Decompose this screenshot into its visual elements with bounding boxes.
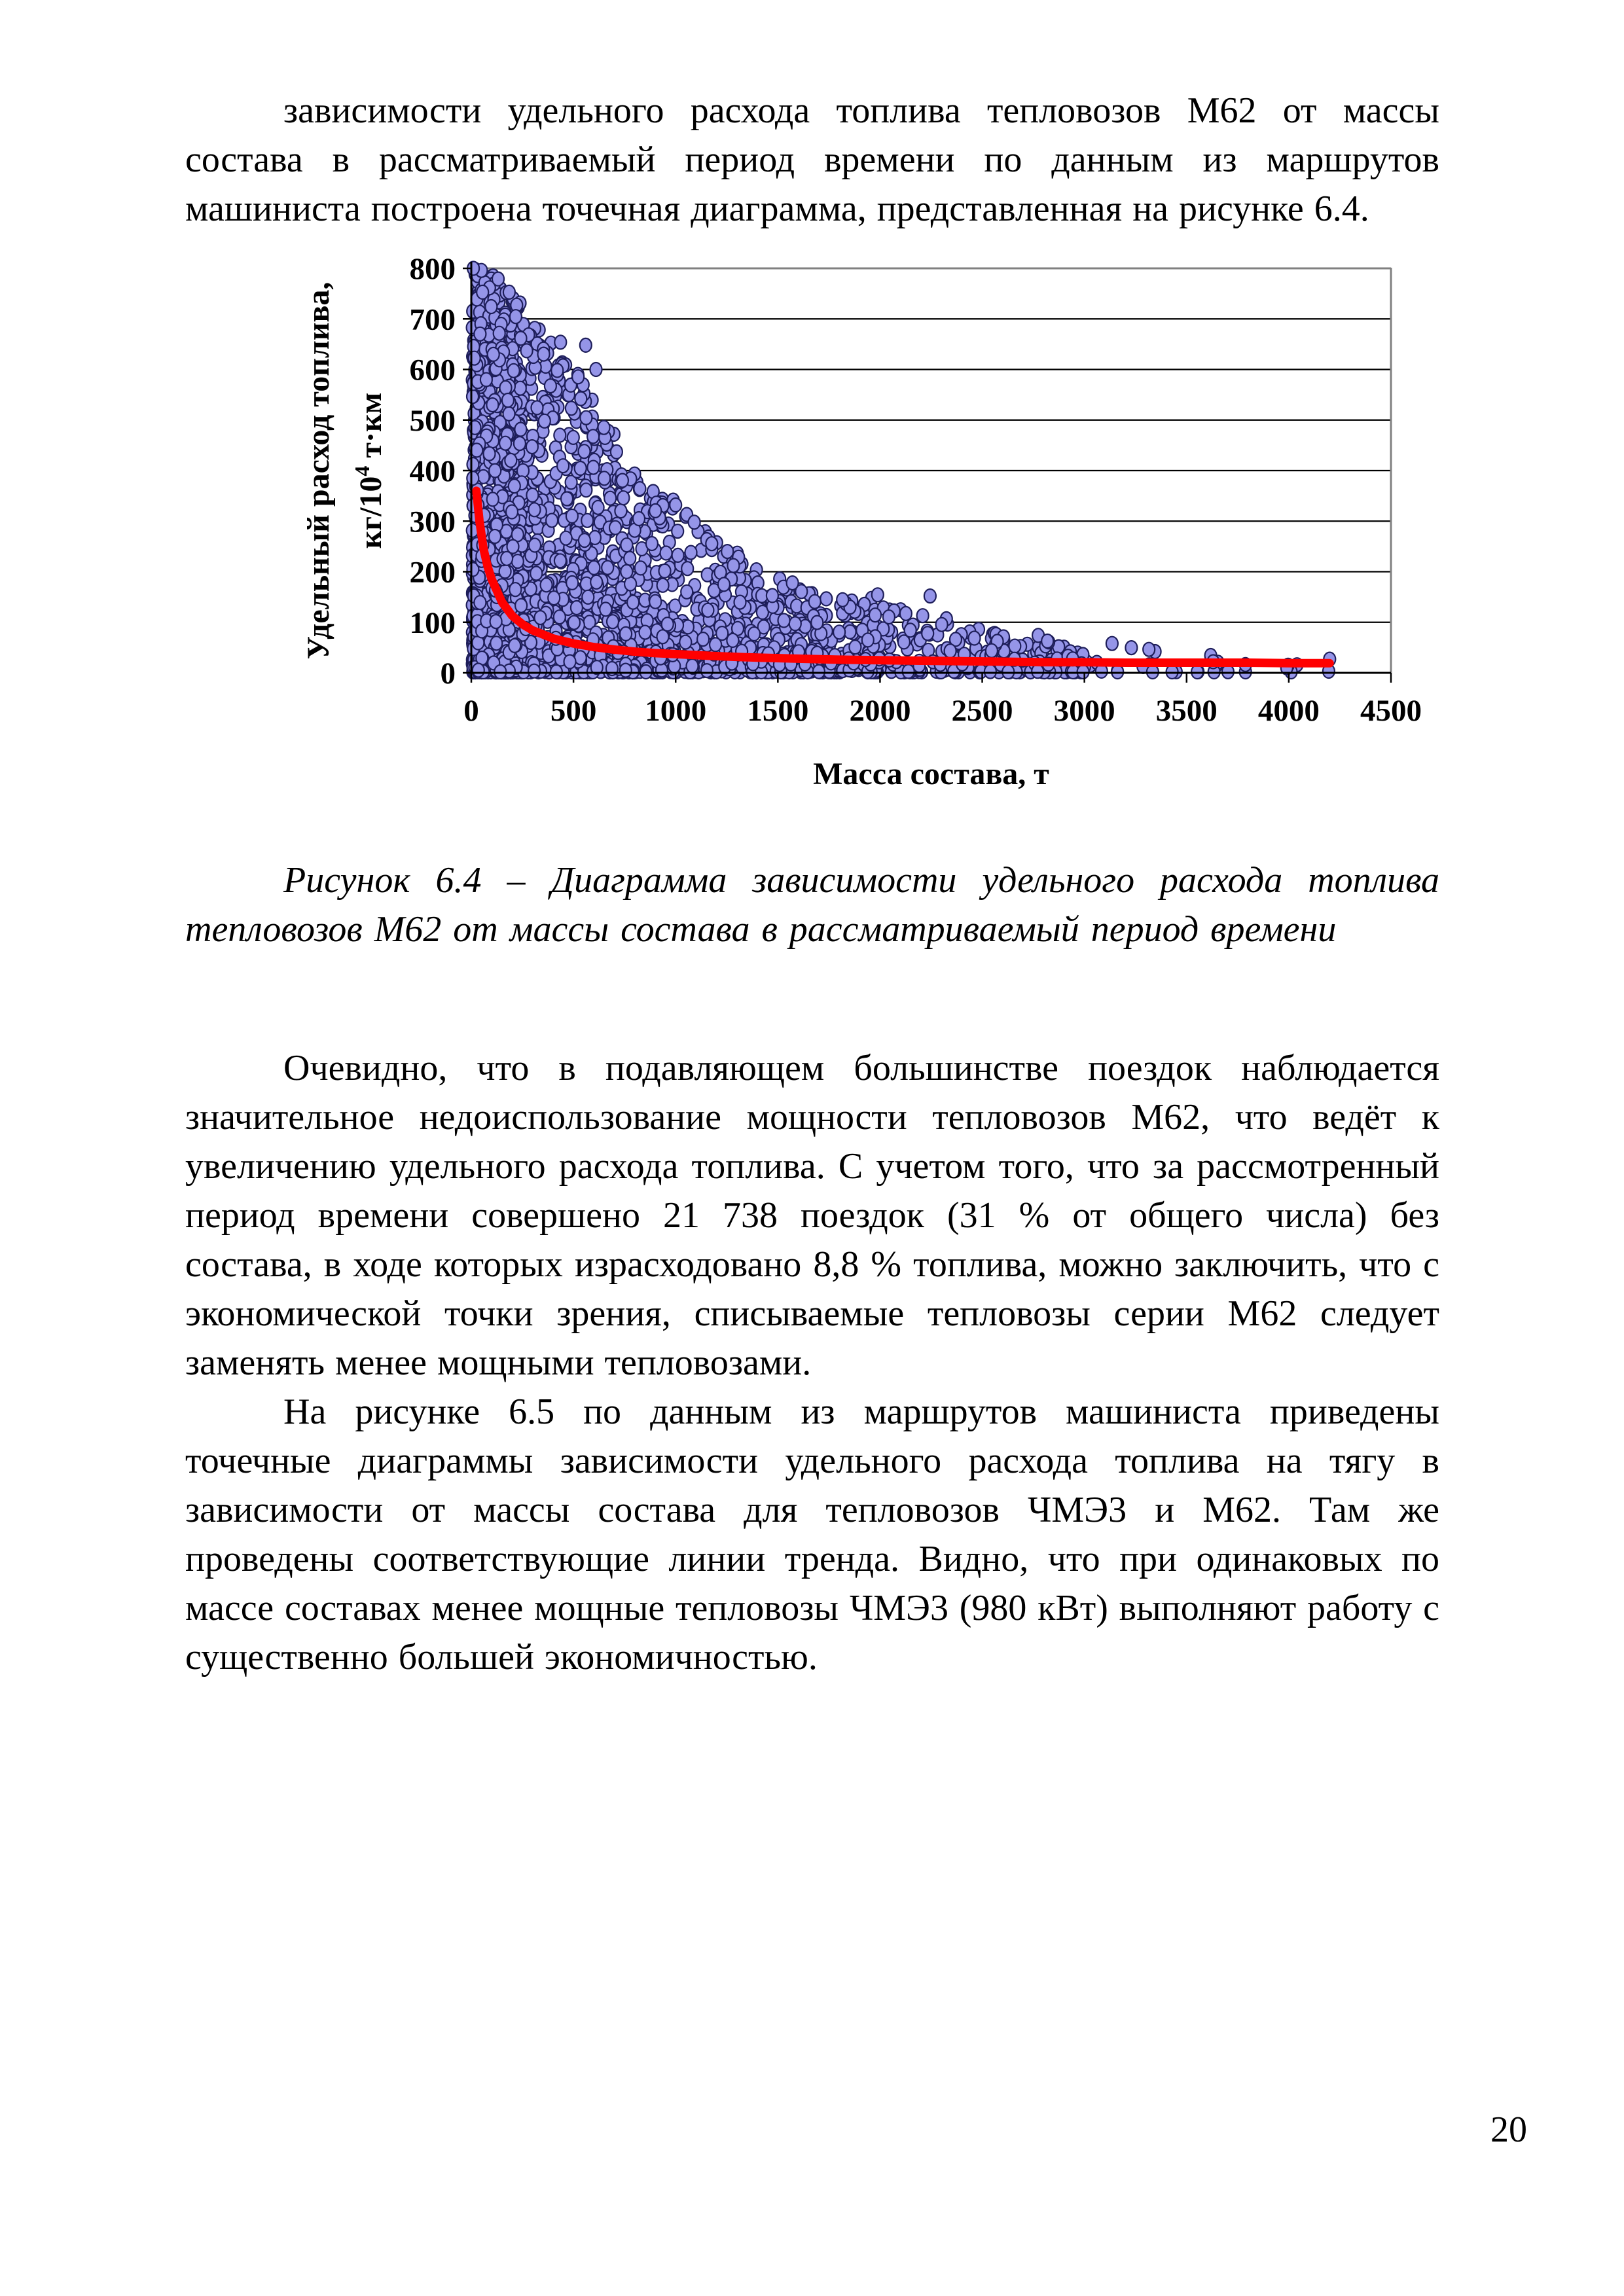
x-tick-label: 4000 — [1257, 694, 1320, 728]
y-tick-label: 0 — [440, 656, 456, 691]
figure-6-4 — [281, 249, 1427, 822]
x-tick-label: 0 — [463, 694, 479, 728]
x-tick-label: 2500 — [951, 694, 1013, 728]
y-tick-label: 100 — [409, 605, 456, 640]
x-tick-label: 1500 — [747, 694, 809, 728]
x-tick-label: 3500 — [1155, 694, 1218, 728]
y-tick-label: 300 — [409, 505, 456, 539]
y-tick-label: 800 — [409, 252, 456, 286]
x-tick-label: 4500 — [1360, 694, 1422, 728]
x-tick-label: 3000 — [1053, 694, 1115, 728]
paragraph-body-2: Очевидно, что в подавляющем большинстве поездок наблюдается значительное недоиспользование мощности тепловозов М62, что ведёт к увеличению удельного расхода топлива. С учетом того, что за рассмотренный период времени совершено 21 738 поездок (31 % от общего числа) без состава, в ходе которых израсходовано 8,8 % топлива, можно заключить, что с экономической точки зрения, списываемые тепловозы серии М62 следует заменять менее мощными тепловозами. — [185, 1048, 1439, 1383]
x-tick-label: 500 — [550, 694, 597, 728]
y-tick-label: 200 — [409, 555, 456, 590]
y-tick-label: 700 — [409, 302, 456, 337]
x-tick-label: 1000 — [645, 694, 707, 728]
scatter-chart — [281, 249, 1427, 822]
x-tick-label: 2000 — [849, 694, 911, 728]
paragraph-intro: зависимости удельного расхода топлива тепловозов М62 от массы состава в рассматриваемый период времени по данным из маршрутов машиниста построена точечная диаграмма, представленная на рисунке 6.4. — [185, 90, 1439, 229]
figure-caption: Рисунок 6.4 – Диаграмма зависимости удельного расхода топлива тепловозов М62 от массы состава в рассматриваемый период времени — [185, 860, 1439, 950]
y-tick-label: 400 — [409, 454, 456, 488]
paragraph-body-3: На рисунке 6.5 по данным из маршрутов машиниста приведены точечные диаграммы зависимости удельного расхода топлива на тягу в зависимости от массы состава для тепловозов ЧМЭ3 и М62. Там же проведены соответствующие линии тренда. Видно, что при одинаковых по массе составах менее мощные тепловозы ЧМЭ3 (980 кВт) выполняют работу с существенно большей экономичностью. — [185, 1391, 1439, 1677]
page-number: 20 — [1490, 2109, 1527, 2150]
y-tick-label: 500 — [409, 403, 456, 438]
x-axis-title: Масса состава, т — [813, 757, 1049, 791]
y-axis-title-line2: $кг/10^4$ т·км — [350, 392, 388, 549]
y-axis-title-line1: Удельный расход топлива, — [301, 281, 336, 660]
y-tick-label: 600 — [409, 353, 456, 387]
